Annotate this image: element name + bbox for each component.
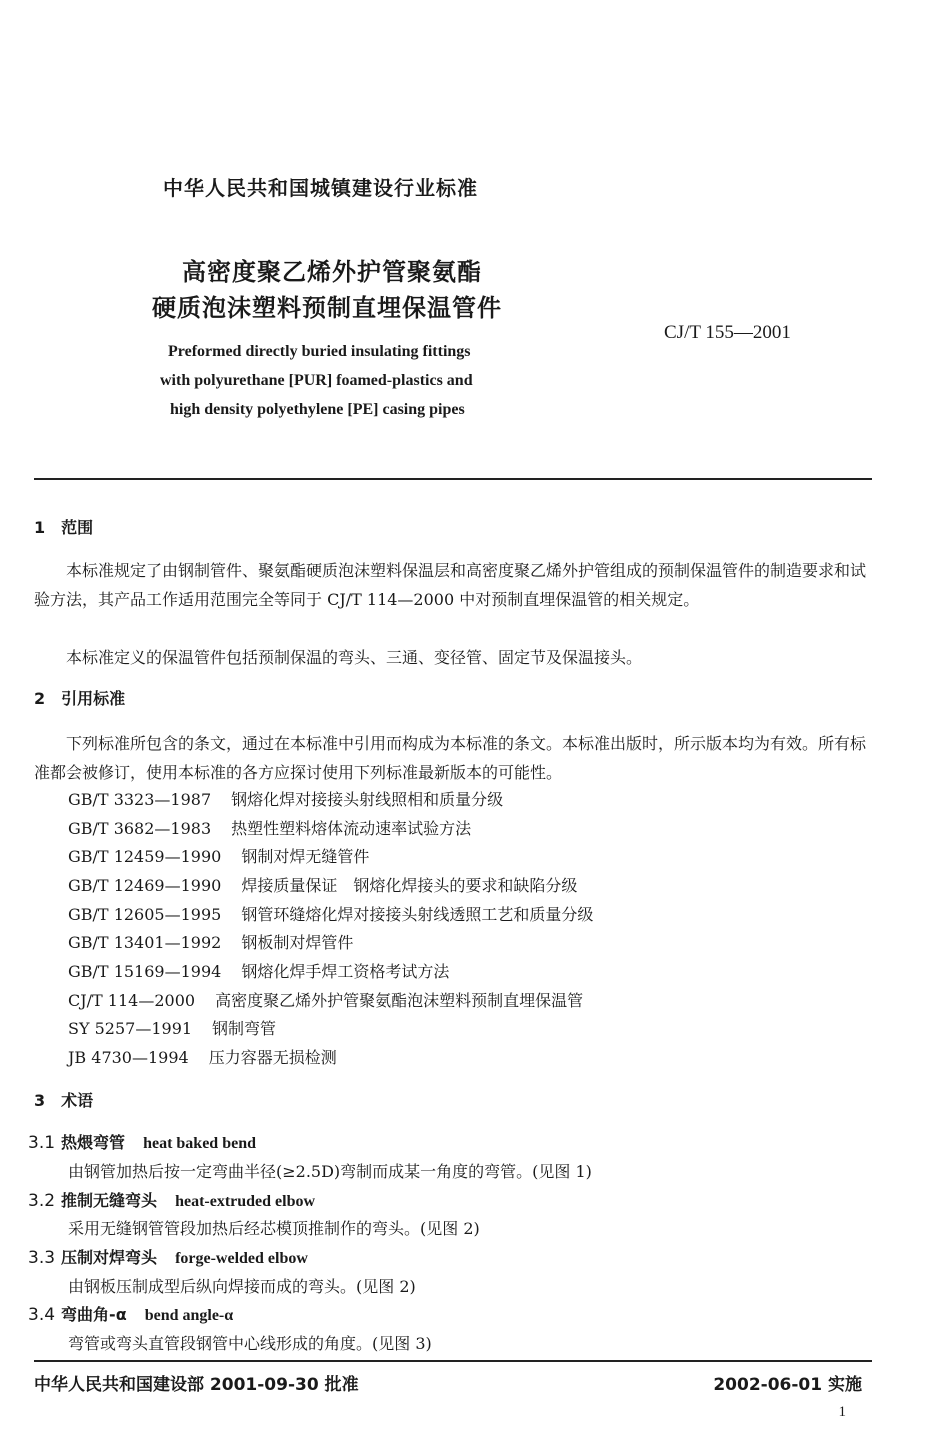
reference-item: GB/T 3682—1983 热塑性塑料熔体流动速率试验方法 <box>68 819 472 838</box>
reference-item: GB/T 12469—1990 焊接质量保证 钢熔化焊接头的要求和缺陷分级 <box>68 876 578 895</box>
title-line-2: 硬质泡沫塑料预制直埋保温管件 <box>152 294 502 322</box>
reference-item: GB/T 3323—1987 钢熔化焊对接接头射线照相和质量分级 <box>68 790 504 809</box>
reference-item: GB/T 15169—1994 钢熔化焊手焊工资格考试方法 <box>68 962 450 981</box>
section-1-paragraph-1: 本标准规定了由钢制管件、聚氨酯硬质泡沫塑料保温层和高密度聚乙烯外护管组成的预制保温管件的制造要求和试验方法，其产品工作适用范围完全等同于 CJ/T 114—2000 中对预制直埋保温管的相关规定。 <box>34 561 867 609</box>
section-1-heading: 1 范围 <box>34 518 94 537</box>
term-heading: 3.4 弯曲角-α bend angle-α <box>28 1305 234 1325</box>
approval-date: 中华人民共和国建设部 2001-09-30 批准 <box>34 1375 359 1395</box>
title-line-1: 高密度聚乙烯外护管聚氨酯 <box>182 258 482 286</box>
term-definition: 弯管或弯头直管段钢管中心线形成的角度。(见图 3) <box>68 1334 432 1353</box>
term-heading: 3.2 推制无缝弯头 heat-extruded elbow <box>28 1191 316 1211</box>
english-title-line-1: Preformed directly buried insulating fittings <box>168 343 471 360</box>
term-definition: 由钢板压制成型后纵向焊接而成的弯头。(见图 2) <box>68 1277 416 1296</box>
header-divider <box>34 478 872 480</box>
term-heading: 3.3 压制对焊弯头 forge-welded elbow <box>28 1248 308 1268</box>
reference-item: GB/T 13401—1992 钢板制对焊管件 <box>68 933 354 952</box>
reference-item: JB 4730—1994 压力容器无损检测 <box>68 1048 337 1067</box>
reference-item: GB/T 12605—1995 钢管环缝熔化焊对接接头射线透照工艺和质量分级 <box>68 905 594 924</box>
term-definition: 由钢管加热后按一定弯曲半径(≥2.5D)弯制而成某一角度的弯管。(见图 1) <box>68 1162 592 1181</box>
reference-item: CJ/T 114—2000 高密度聚乙烯外护管聚氨酯泡沫塑料预制直埋保温管 <box>68 991 584 1010</box>
reference-item: SY 5257—1991 钢制弯管 <box>68 1019 277 1038</box>
section-2-heading: 2 引用标准 <box>34 689 126 708</box>
term-heading: 3.1 热煨弯管 heat baked bend <box>28 1133 256 1153</box>
standard-code: CJ/T 155—2001 <box>664 322 791 343</box>
english-title-line-2: with polyurethane [PUR] foamed-plastics and <box>160 372 473 389</box>
section-1-paragraph-2: 本标准定义的保温管件包括预制保温的弯头、三通、变径管、固定节及保温接头。 <box>66 648 643 667</box>
term-definition: 采用无缝钢管管段加热后经芯模顶推制作的弯头。(见图 2) <box>68 1219 480 1238</box>
section-2-paragraph: 下列标准所包含的条文，通过在本标准中引用而构成为本标准的条文。本标准出版时，所示版本均为有效。所有标准都会被修订，使用本标准的各方应探讨使用下列标准最新版本的可能性。 <box>34 734 867 782</box>
english-title-line-3: high density polyethylene [PE] casing pipes <box>170 401 465 418</box>
page-number: 1 <box>838 1404 846 1420</box>
footer-divider <box>34 1360 872 1362</box>
effective-date: 2002-06-01 实施 <box>713 1375 862 1395</box>
reference-item: GB/T 12459—1990 钢制对焊无缝管件 <box>68 847 370 866</box>
section-3-heading: 3 术语 <box>34 1091 94 1110</box>
issuing-body: 中华人民共和国城镇建设行业标准 <box>163 176 478 200</box>
